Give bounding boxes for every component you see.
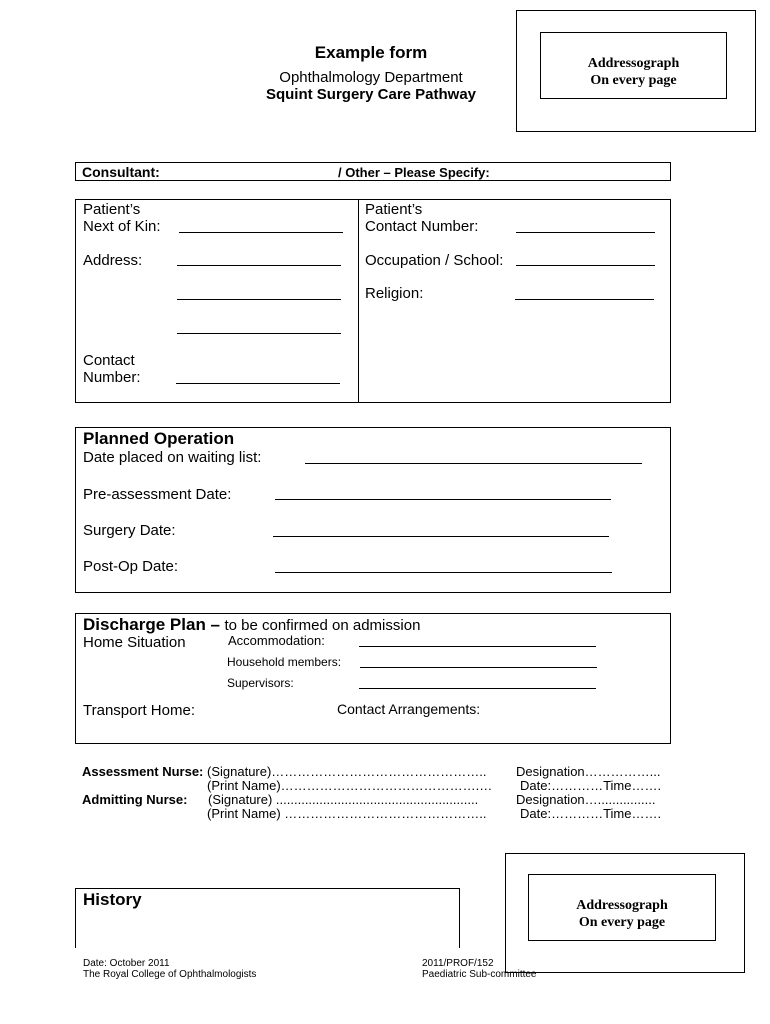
address-line-3[interactable] bbox=[177, 333, 341, 334]
discharge-plan-subheading: to be confirmed on admission bbox=[224, 617, 421, 634]
admitting-nurse-label: Admitting Nurse: bbox=[82, 792, 188, 807]
next-of-kin-label: Next of Kin: bbox=[83, 218, 161, 235]
next-of-kin-field[interactable] bbox=[179, 232, 343, 233]
assessment-signature-field[interactable]: (Signature)………………………………………….. bbox=[207, 764, 487, 779]
history-heading: History bbox=[83, 890, 142, 909]
consultant-label: Consultant: bbox=[82, 164, 160, 180]
footer-reference: 2011/PROF/152 bbox=[422, 958, 494, 969]
addressograph-label-box bbox=[540, 32, 727, 99]
patients-label-left: Patient’s bbox=[83, 201, 141, 218]
admitting-signature-field[interactable]: (Signature) ........................................................ bbox=[208, 792, 479, 807]
addressograph-line1: Addressograph bbox=[587, 56, 680, 71]
addressograph-bottom-line1: Addressograph bbox=[576, 898, 668, 913]
contact-arrangements-label: Contact Arrangements: bbox=[337, 701, 481, 717]
footer-date: Date: October 2011 bbox=[83, 958, 170, 969]
assessment-date-time-field[interactable]: Date:…………Time……. bbox=[520, 778, 662, 793]
supervisors-label: Supervisors: bbox=[227, 676, 294, 690]
contact-number-field[interactable] bbox=[176, 383, 340, 384]
addressograph-line2: On every page bbox=[590, 73, 677, 88]
religion-field[interactable] bbox=[515, 299, 654, 300]
pathway-name: Squint Surgery Care Pathway bbox=[265, 86, 477, 103]
footer-college: The Royal College of Ophthalmologists bbox=[83, 969, 257, 980]
patient-contact-number-label: Contact Number: bbox=[365, 218, 479, 235]
pre-assessment-label: Pre-assessment Date: bbox=[83, 486, 232, 503]
discharge-plan-heading: Discharge Plan – bbox=[83, 615, 221, 634]
form-title: Example form bbox=[314, 43, 428, 62]
planned-operation-heading: Planned Operation bbox=[83, 429, 235, 448]
address-label: Address: bbox=[83, 252, 143, 269]
post-op-date-label: Post-Op Date: bbox=[83, 558, 179, 575]
consultant-bar bbox=[75, 162, 671, 181]
household-members-label: Household members: bbox=[227, 655, 342, 669]
home-situation-label: Home Situation bbox=[83, 634, 186, 651]
assessment-designation-field[interactable]: Designation……………... bbox=[516, 764, 661, 779]
discharge-plan-header bbox=[83, 615, 420, 635]
assessment-print-name-field[interactable]: (Print Name)……………………………………….… bbox=[207, 778, 493, 793]
patients-label-right: Patient’s bbox=[365, 201, 423, 218]
transport-home-label: Transport Home: bbox=[83, 702, 195, 719]
contact-label-line1: Contact bbox=[83, 352, 135, 369]
addressograph-bottom-label-box bbox=[528, 874, 716, 941]
contact-label-line2: Number: bbox=[83, 369, 141, 386]
address-line-2[interactable] bbox=[177, 299, 341, 300]
footer-committee: Paediatric Sub-committee bbox=[422, 969, 537, 980]
post-op-date-field[interactable] bbox=[275, 572, 612, 573]
supervisors-field[interactable] bbox=[359, 688, 596, 689]
pre-assessment-date-field[interactable] bbox=[275, 499, 611, 500]
surgery-date-label: Surgery Date: bbox=[83, 522, 176, 539]
occupation-field[interactable] bbox=[516, 265, 655, 266]
address-line-1[interactable] bbox=[177, 265, 341, 266]
assessment-nurse-label: Assessment Nurse: bbox=[82, 764, 204, 779]
patient-contact-number-field[interactable] bbox=[516, 232, 655, 233]
occupation-label: Occupation / School: bbox=[365, 252, 504, 269]
other-specify-label: / Other – Please Specify: bbox=[338, 165, 490, 180]
admitting-date-time-field[interactable]: Date:…………Time……. bbox=[520, 806, 662, 821]
department-name: Ophthalmology Department bbox=[279, 69, 463, 86]
religion-label: Religion: bbox=[365, 285, 424, 302]
admitting-print-name-field[interactable]: (Print Name) ……………………………………….. bbox=[207, 806, 487, 821]
household-members-field[interactable] bbox=[360, 667, 597, 668]
addressograph-bottom-line2: On every page bbox=[578, 915, 666, 930]
waiting-list-date-field[interactable] bbox=[305, 463, 642, 464]
admitting-designation-field[interactable]: Designation…................ bbox=[516, 792, 656, 807]
accommodation-field[interactable] bbox=[359, 646, 596, 647]
accommodation-label: Accommodation: bbox=[228, 633, 325, 648]
waiting-list-label: Date placed on waiting list: bbox=[83, 449, 262, 466]
surgery-date-field[interactable] bbox=[273, 536, 609, 537]
patient-details-divider bbox=[358, 200, 359, 402]
